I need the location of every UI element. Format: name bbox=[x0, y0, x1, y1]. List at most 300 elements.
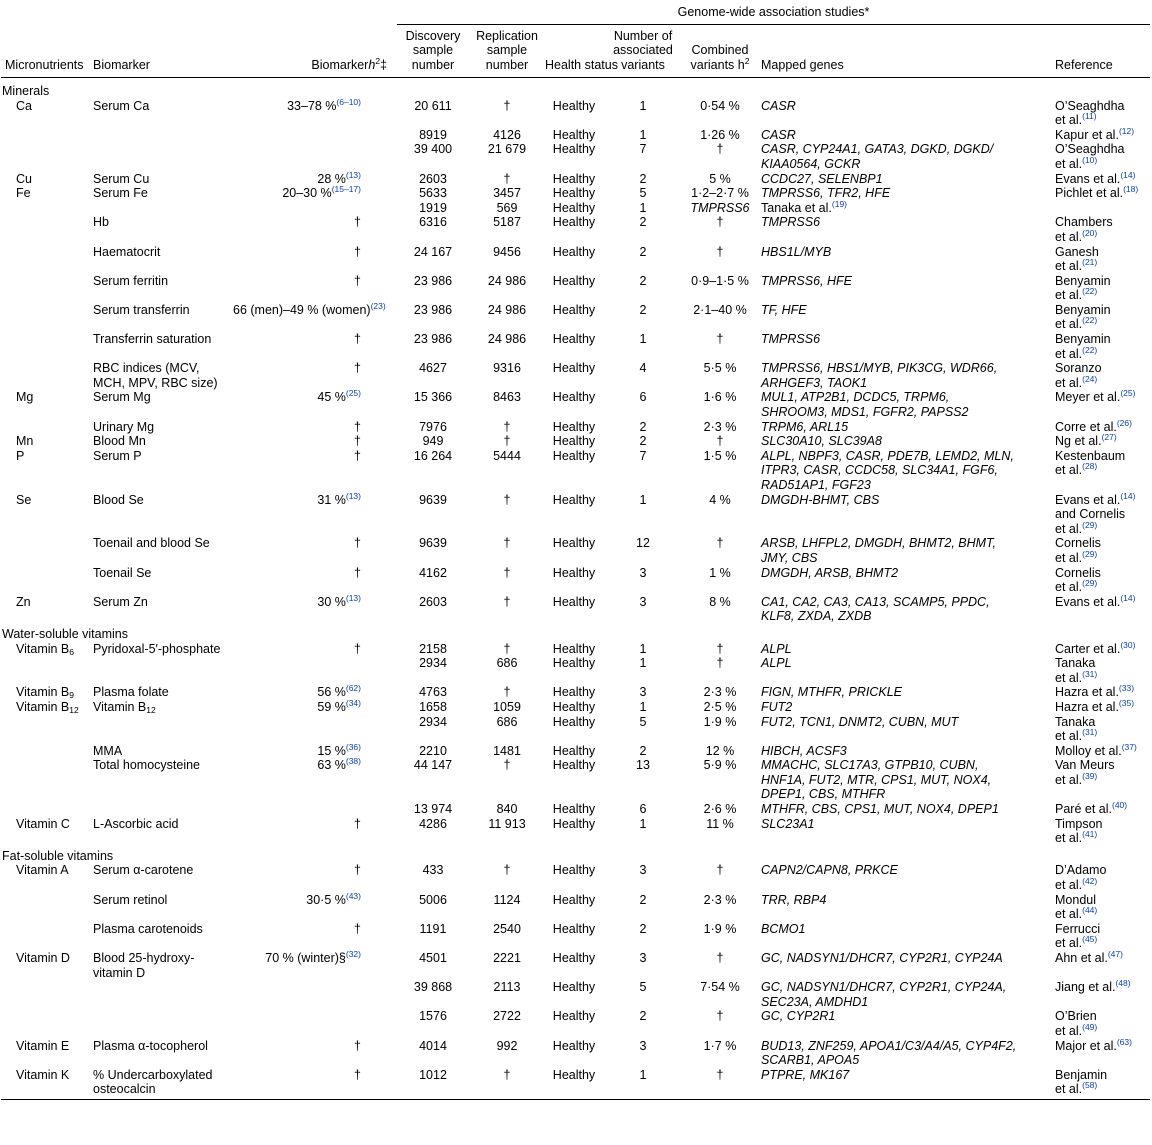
replication-cell: † bbox=[503, 171, 511, 186]
health-status-cell: Healthy bbox=[552, 641, 596, 656]
reference-cell: Mondul et al.$^{(44)}$ bbox=[1055, 892, 1098, 922]
reference-cell: Kapur et al.$^{(12)}$ bbox=[1055, 125, 1135, 142]
variants-count-cell: 1 bbox=[639, 656, 647, 671]
reference-cell: O’Brien et al.$^{(49)}$ bbox=[1055, 1009, 1098, 1038]
biomarker-h2-cell: † bbox=[354, 816, 361, 831]
replication-cell: 686 bbox=[496, 714, 518, 729]
combined-variants-cell: 1·26 % bbox=[700, 127, 740, 142]
health-status-cell: Healthy bbox=[552, 200, 596, 215]
discovery-cell: 9639 bbox=[419, 536, 447, 551]
table-body bbox=[1, 77, 1150, 1099]
micronutrient-cell: Vitamin E bbox=[16, 1038, 70, 1053]
mapped-genes-cell: CASR bbox=[761, 98, 796, 113]
biomarker-cell: RBC indices (MCV, MCH, MPV, RBC size) bbox=[93, 361, 218, 390]
health-status-cell: Healthy bbox=[552, 492, 596, 507]
replication-cell: 992 bbox=[496, 1038, 518, 1053]
micronutrient-cell bbox=[1, 332, 89, 361]
combined-variants-cell: 5·9 % bbox=[703, 758, 737, 773]
mapped-genes-cell: BUD13, ZNF259, APOA1/C3/A4/A5, CYP4F2, SCARB1, APOA5 bbox=[761, 1038, 1017, 1068]
health-status-cell: Healthy bbox=[552, 434, 596, 449]
combined-variants-cell: 0·54 % bbox=[700, 98, 740, 113]
biomarker-h2-cell: † bbox=[354, 1038, 361, 1053]
table-row bbox=[1, 1039, 1150, 1068]
table-row bbox=[1, 685, 1150, 700]
mapped-genes-cell: ALPL, NBPF3, CASR, PDE7B, LEMD2, MLN, ITPR3, CASR, CCDC58, SLC34A1, FGF6, RAD51AP1, FGF23 bbox=[761, 448, 1014, 493]
discovery-cell: 44 147 bbox=[413, 758, 453, 773]
table-row bbox=[1, 536, 1150, 565]
mapped-genes-cell: PTPRE, MK167 bbox=[757, 1068, 1045, 1100]
health-status-cell: Healthy bbox=[552, 390, 596, 405]
table-row bbox=[1, 128, 1150, 143]
combined-variants-cell: † bbox=[716, 332, 724, 347]
reference-cell: Tanaka et al.$^{(31)}$ bbox=[1055, 714, 1098, 744]
micronutrient-cell: P bbox=[16, 448, 25, 463]
table-row bbox=[1, 434, 1150, 449]
combined-variants-cell: 1·6 % bbox=[703, 390, 737, 405]
biomarker-cell bbox=[89, 1009, 229, 1038]
mapped-genes-cell: MMACHC, SLC17A3, GTPB10, CUBN, HNF1A, FUT2, MTR, CPS1, MUT, NOX4, DPEP1, CBS, MTHFR bbox=[761, 758, 992, 802]
replication-cell: † bbox=[503, 434, 511, 449]
gwas-group-title: Genome-wide association studies* bbox=[397, 1, 1150, 24]
reference-cell: Hazra et al.$^{(33)}$ bbox=[1055, 683, 1135, 700]
health-status-cell: Healthy bbox=[552, 98, 596, 113]
table-row bbox=[1, 186, 1150, 201]
table-row bbox=[1, 922, 1150, 951]
variants-count-cell: 4 bbox=[639, 361, 647, 376]
combined-variants-cell: † bbox=[716, 1009, 724, 1024]
variants-count-cell: 3 bbox=[639, 951, 647, 966]
mapped-genes-cell: ARSB, LHFPL2, DMGDH, BHMT2, BHMT, JMY, CBS bbox=[761, 536, 996, 565]
micronutrient-cell: Mn bbox=[16, 434, 34, 449]
table-row bbox=[1, 1068, 1150, 1100]
variants-count-cell: 1 bbox=[639, 641, 647, 656]
mapped-genes-cell: GC, NADSYN1/DHCR7, CYP2R1, CYP24A bbox=[761, 951, 1003, 966]
variants-count-cell: 3 bbox=[639, 863, 647, 878]
replication-cell: 24 986 bbox=[487, 273, 527, 288]
health-status-cell: Healthy bbox=[552, 699, 596, 714]
mapped-genes-cell: SLC30A10, SLC39A8 bbox=[761, 434, 882, 449]
reference-cell: Meyer et al.$^{(25)}$ bbox=[1055, 388, 1136, 405]
combined-variants-cell: 1 % bbox=[709, 565, 731, 580]
micronutrient-cell: Mg bbox=[16, 390, 34, 405]
col-combined-variants: Combined variants $h^2$ bbox=[683, 24, 757, 77]
discovery-cell: 7976 bbox=[419, 419, 447, 434]
replication-cell: 21 679 bbox=[487, 142, 527, 157]
table-row bbox=[1, 656, 1150, 685]
table-row bbox=[1, 744, 1150, 759]
combined-variants-cell: 1·9 % bbox=[703, 921, 737, 936]
mapped-genes-cell: TMPRSS6 bbox=[761, 215, 821, 230]
mapped-genes-cell: FUT2, TCN1, DNMT2, CUBN, MUT bbox=[761, 714, 959, 729]
table-row bbox=[1, 980, 1150, 1009]
mapped-genes-cell: CASR bbox=[761, 127, 796, 142]
reference-cell: Benyamin et al.$^{(22)}$ bbox=[1055, 273, 1111, 303]
reference-cell: Ahn et al.$^{(47)}$ bbox=[1055, 949, 1123, 966]
col-discovery: Discovery sample number bbox=[397, 24, 469, 77]
micronutrient-cell bbox=[1, 802, 89, 817]
replication-cell: † bbox=[503, 685, 511, 700]
reference-cell: Van Meurs et al.$^{(39)}$ bbox=[1055, 758, 1115, 787]
variants-count-cell: 7 bbox=[639, 448, 647, 463]
combined-variants-cell: † bbox=[716, 951, 724, 966]
combined-variants-cell: 11 % bbox=[706, 816, 734, 831]
discovery-cell: 4162 bbox=[419, 565, 447, 580]
reference-cell: Major et al.$^{(63)}$ bbox=[1055, 1036, 1132, 1053]
micronutrient-cell: Vitamin A bbox=[16, 863, 69, 878]
biomarker-cell: Serum Zn bbox=[93, 594, 148, 609]
combined-variants-cell: 2·3 % bbox=[703, 892, 737, 907]
discovery-cell: 1576 bbox=[419, 1009, 447, 1024]
biomarker-cell: Serum transferrin bbox=[93, 302, 190, 317]
discovery-cell: 2158 bbox=[419, 641, 447, 656]
micronutrient-cell bbox=[1, 274, 89, 303]
discovery-cell: 24 167 bbox=[413, 244, 453, 259]
discovery-cell: 23 986 bbox=[413, 302, 453, 317]
replication-cell: † bbox=[503, 565, 511, 580]
table-row bbox=[1, 595, 1150, 624]
reference-cell: Evans et al.$^{(14)}$ bbox=[1055, 592, 1136, 609]
biomarker-cell: Serum Fe bbox=[93, 186, 148, 201]
variants-count-cell: 3 bbox=[639, 565, 647, 580]
section-row bbox=[1, 846, 1150, 864]
discovery-cell: 1012 bbox=[397, 1068, 469, 1100]
health-status-cell: Healthy bbox=[552, 332, 596, 347]
discovery-cell: 23 986 bbox=[413, 273, 453, 288]
biomarker-cell: Toenail and blood Se bbox=[93, 536, 210, 551]
discovery-cell: 39 400 bbox=[413, 142, 453, 157]
health-status-cell: Healthy bbox=[552, 951, 596, 966]
biomarker-cell: Serum P bbox=[93, 448, 142, 463]
combined-variants-cell: † bbox=[683, 1068, 757, 1100]
health-status-cell: Healthy bbox=[552, 419, 596, 434]
section-label: Water-soluble vitamins bbox=[2, 626, 128, 641]
biomarker-h2-cell bbox=[229, 802, 397, 817]
discovery-cell: 433 bbox=[422, 863, 444, 878]
combined-variants-cell: 1·5 % bbox=[703, 448, 737, 463]
mapped-genes-cell: GC, CYP2R1 bbox=[761, 1009, 836, 1024]
variants-count-cell: 1 bbox=[639, 332, 647, 347]
combined-variants-cell: † bbox=[716, 656, 724, 671]
mapped-genes-cell: DMGDH-BHMT, CBS bbox=[761, 492, 880, 507]
biomarker-cell: L-Ascorbic acid bbox=[93, 816, 179, 831]
micronutrient-cell bbox=[1, 758, 89, 802]
reference-cell: Benyamin et al.$^{(22)}$ bbox=[1055, 302, 1111, 332]
biomarker-cell: Pyridoxal-5′-phosphate bbox=[93, 641, 221, 656]
reference-cell: Benjamin et al.$^{(58)}$ bbox=[1045, 1068, 1150, 1100]
health-status-cell: Healthy bbox=[552, 656, 596, 671]
discovery-cell: 8919 bbox=[419, 127, 447, 142]
section-row bbox=[1, 77, 1150, 98]
replication-cell: † bbox=[503, 98, 511, 113]
table-row bbox=[1, 390, 1150, 419]
replication-cell: † bbox=[503, 536, 511, 551]
replication-cell: 686 bbox=[496, 656, 518, 671]
discovery-cell: 6316 bbox=[419, 215, 447, 230]
variants-count-cell: 6 bbox=[639, 390, 647, 405]
discovery-cell: 9639 bbox=[419, 492, 447, 507]
biomarker-h2-cell: † bbox=[354, 641, 361, 656]
discovery-cell: 1658 bbox=[419, 699, 447, 714]
variants-count-cell: 2 bbox=[639, 921, 647, 936]
table-row bbox=[1, 863, 1150, 892]
health-status-cell: Healthy bbox=[552, 273, 596, 288]
health-status-cell: Healthy bbox=[552, 1038, 596, 1053]
health-status-cell: Healthy bbox=[552, 302, 596, 317]
col-biomarker: Biomarker bbox=[89, 24, 229, 77]
discovery-cell: 13 974 bbox=[413, 802, 453, 817]
reference-cell: Soranzo et al.$^{(24)}$ bbox=[1055, 361, 1102, 390]
section-label: Fat-soluble vitamins bbox=[2, 848, 114, 863]
reference-cell: Cornelis et al.$^{(29)}$ bbox=[1055, 536, 1101, 565]
section-label: Minerals bbox=[2, 83, 50, 98]
mapped-genes-cell: MUL1, ATP2B1, DCDC5, TRPM6, SHROOM3, MDS1, FGFR2, PAPSS2 bbox=[761, 390, 969, 420]
discovery-cell: 4501 bbox=[419, 951, 447, 966]
mapped-genes-cell: SLC23A1 bbox=[761, 816, 815, 831]
replication-cell: † bbox=[503, 492, 511, 507]
reference-cell: Ng et al.$^{(27)}$ bbox=[1055, 432, 1117, 449]
variants-count-cell: 2 bbox=[639, 215, 647, 230]
variants-count-cell: 2 bbox=[639, 244, 647, 259]
table-row bbox=[1, 303, 1150, 332]
biomarker-h2-cell: † bbox=[354, 536, 361, 551]
biomarker-cell: Haematocrit bbox=[93, 244, 161, 259]
discovery-cell: 5006 bbox=[419, 892, 447, 907]
reference-cell: Kestenbaum et al.$^{(28)}$ bbox=[1055, 448, 1126, 478]
variants-count-cell: 2 bbox=[639, 892, 647, 907]
reference-cell: Paré et al.$^{(40)}$ bbox=[1055, 800, 1128, 817]
table-row bbox=[1, 758, 1150, 802]
mapped-genes-cell: TRPM6, ARL15 bbox=[761, 419, 849, 434]
biomarker-cell: Plasma carotenoids bbox=[93, 921, 203, 936]
biomarker-h2-cell: 56 %$^{(62)}$ bbox=[317, 683, 361, 700]
biomarker-h2-cell bbox=[229, 1009, 397, 1038]
micronutrient-cell: Se bbox=[16, 492, 32, 507]
combined-variants-cell: TMPRSS6 bbox=[690, 200, 750, 215]
micronutrient-cell bbox=[1, 361, 89, 390]
biomarker-h2-cell: † bbox=[354, 863, 361, 878]
micronutrient-cell bbox=[1, 1009, 89, 1038]
replication-cell: † bbox=[503, 641, 511, 656]
replication-cell: 24 986 bbox=[487, 302, 527, 317]
biomarker-cell: Total homocysteine bbox=[93, 758, 201, 773]
health-status-cell: Healthy bbox=[552, 743, 596, 758]
col-mapped-genes: Mapped genes bbox=[757, 24, 1045, 77]
table-row bbox=[1, 332, 1150, 361]
variants-count-cell: 1 bbox=[603, 1068, 683, 1100]
biomarker-cell: Serum retinol bbox=[93, 892, 168, 907]
micronutrient-cell bbox=[1, 142, 89, 171]
table-row bbox=[1, 951, 1150, 980]
replication-cell: 1124 bbox=[493, 892, 521, 907]
col-replication: Replication sample number bbox=[469, 24, 545, 77]
micronutrient-cell: Cu bbox=[16, 171, 32, 186]
mapped-genes-cell: GC, NADSYN1/DHCR7, CYP2R1, CYP24A, SEC23A, AMDHD1 bbox=[761, 980, 1007, 1009]
discovery-cell: 4627 bbox=[419, 361, 447, 376]
mapped-genes-cell: Tanaka et al.$^{(19)}$ bbox=[761, 198, 848, 215]
table-row bbox=[1, 566, 1150, 595]
reference-cell: O’Seaghdha et al.$^{(11)}$ bbox=[1055, 98, 1125, 128]
health-status-cell: Healthy bbox=[552, 594, 596, 609]
combined-variants-cell: 1·9 % bbox=[703, 714, 737, 729]
discovery-cell: 5633 bbox=[419, 186, 447, 201]
biomarker-h2-cell bbox=[229, 201, 397, 216]
discovery-cell: 4286 bbox=[419, 816, 447, 831]
gwas-table bbox=[1, 1, 1150, 1100]
biomarker-cell: Serum Mg bbox=[93, 390, 151, 405]
biomarker-h2-cell: † bbox=[354, 332, 361, 347]
replication-cell: 2113 bbox=[493, 980, 521, 995]
biomarker-h2-cell: 30 %$^{(13)}$ bbox=[317, 592, 361, 609]
variants-count-cell: 5 bbox=[639, 186, 647, 201]
health-status-cell: Healthy bbox=[552, 685, 596, 700]
biomarker-cell: Transferrin saturation bbox=[93, 332, 212, 347]
replication-cell: † bbox=[503, 758, 511, 773]
biomarker-h2-cell: 59 %$^{(34)}$ bbox=[317, 697, 361, 714]
variants-count-cell: 2 bbox=[639, 419, 647, 434]
reference-cell: Corre et al.$^{(26)}$ bbox=[1055, 417, 1132, 434]
variants-count-cell: 1 bbox=[639, 699, 647, 714]
biomarker-h2-cell: 30·5 %$^{(43)}$ bbox=[306, 890, 361, 907]
mapped-genes-cell: ALPL bbox=[761, 641, 792, 656]
biomarker-h2-cell: 66 (men)–49 % (women)$^{(23)}$ bbox=[233, 300, 386, 317]
micronutrient-cell: Zn bbox=[16, 594, 31, 609]
biomarker-h2-cell bbox=[229, 142, 397, 171]
biomarker-cell bbox=[89, 656, 229, 685]
biomarker-h2-cell bbox=[229, 980, 397, 1009]
biomarker-cell bbox=[89, 715, 229, 744]
health-status-cell: Healthy bbox=[545, 1068, 603, 1100]
mapped-genes-cell: TMPRSS6, HFE bbox=[761, 273, 852, 288]
biomarker-h2-cell: † bbox=[354, 448, 361, 463]
biomarker-h2-cell: † bbox=[354, 361, 361, 376]
mapped-genes-cell: ALPL bbox=[761, 656, 792, 671]
biomarker-cell: Serum Cu bbox=[93, 171, 150, 186]
micronutrient-cell bbox=[1, 744, 89, 759]
micronutrient-cell bbox=[1, 245, 89, 274]
table-row bbox=[1, 201, 1150, 216]
replication-cell: 24 986 bbox=[487, 332, 527, 347]
combined-variants-cell: † bbox=[716, 641, 724, 656]
mapped-genes-cell: CASR, CYP24A1, GATA3, DGKD, DGKD/ KIAA0564, GCKR bbox=[761, 142, 994, 171]
biomarker-cell: Plasma α-tocopherol bbox=[93, 1038, 208, 1053]
mapped-genes-cell: FUT2 bbox=[761, 699, 793, 714]
micronutrient-cell: Vitamin $B_9$ bbox=[16, 685, 74, 701]
reference-cell: Ferrucci et al.$^{(45)}$ bbox=[1055, 921, 1101, 951]
biomarker-h2-cell bbox=[229, 715, 397, 744]
table-row bbox=[1, 1009, 1150, 1038]
health-status-cell: Healthy bbox=[552, 127, 596, 142]
replication-cell: 5444 bbox=[493, 448, 521, 463]
reference-cell: Hazra et al.$^{(35)}$ bbox=[1055, 697, 1135, 714]
reference-cell: Chambers et al.$^{(20)}$ bbox=[1055, 215, 1113, 244]
replication-cell: 2221 bbox=[493, 951, 521, 966]
replication-cell: 840 bbox=[496, 802, 518, 817]
biomarker-h2-cell: 63 %$^{(38)}$ bbox=[317, 756, 361, 773]
reference-cell: Jiang et al.$^{(48)}$ bbox=[1055, 978, 1131, 995]
micronutrient-cell: Vitamin D bbox=[16, 951, 70, 966]
biomarker-cell: Serum Ca bbox=[93, 98, 150, 113]
biomarker-h2-cell: 33–78 %$^{(6-10)}$ bbox=[287, 96, 361, 113]
biomarker-h2-cell bbox=[229, 128, 397, 143]
biomarker-h2-cell: † bbox=[354, 419, 361, 434]
reference-cell: Ganesh et al.$^{(21)}$ bbox=[1055, 244, 1099, 274]
mapped-genes-cell: BCMO1 bbox=[761, 921, 806, 936]
biomarker-h2-cell: 31 %$^{(13)}$ bbox=[317, 490, 361, 507]
biomarker-h2-cell: † bbox=[354, 273, 361, 288]
variants-count-cell: 3 bbox=[639, 1038, 647, 1053]
discovery-cell: 949 bbox=[422, 434, 444, 449]
variants-count-cell: 12 bbox=[636, 536, 650, 551]
mapped-genes-cell: MTHFR, CBS, CPS1, MUT, NOX4, DPEP1 bbox=[761, 802, 999, 817]
variants-count-cell: 2 bbox=[639, 743, 647, 758]
combined-variants-cell: † bbox=[716, 434, 724, 449]
combined-variants-cell: † bbox=[716, 536, 724, 551]
replication-cell: † bbox=[469, 1068, 545, 1100]
health-status-cell: Healthy bbox=[552, 536, 596, 551]
micronutrient-cell: Vitamin K bbox=[1, 1068, 89, 1100]
table-row bbox=[1, 642, 1150, 657]
biomarker-cell: Plasma folate bbox=[93, 685, 169, 700]
replication-cell: † bbox=[503, 594, 511, 609]
health-status-cell: Healthy bbox=[552, 863, 596, 878]
section-row bbox=[1, 624, 1150, 642]
biomarker-h2-cell: 20–30 %$^{(15-17)}$ bbox=[282, 184, 361, 201]
replication-cell: 8463 bbox=[493, 390, 521, 405]
biomarker-h2-cell: 28 %$^{(13)}$ bbox=[317, 169, 361, 186]
biomarker-cell bbox=[89, 128, 229, 143]
variants-count-cell: 1 bbox=[639, 127, 647, 142]
health-status-cell: Healthy bbox=[552, 244, 596, 259]
table-row bbox=[1, 99, 1150, 128]
variants-count-cell: 1 bbox=[639, 816, 647, 831]
biomarker-cell: Serum α-carotene bbox=[93, 863, 194, 878]
micronutrient-cell bbox=[1, 536, 89, 565]
replication-cell: 9456 bbox=[493, 244, 521, 259]
mapped-genes-cell: DMGDH, ARSB, BHMT2 bbox=[761, 565, 899, 580]
micronutrient-cell bbox=[1, 922, 89, 951]
table-row bbox=[1, 493, 1150, 537]
table-row bbox=[1, 802, 1150, 817]
variants-count-cell: 2 bbox=[639, 434, 647, 449]
combined-variants-cell: 2·3 % bbox=[703, 419, 737, 434]
health-status-cell: Healthy bbox=[552, 714, 596, 729]
combined-variants-cell: 2·5 % bbox=[703, 699, 737, 714]
variants-count-cell: 3 bbox=[639, 594, 647, 609]
discovery-cell: 2934 bbox=[419, 714, 447, 729]
replication-cell: † bbox=[503, 863, 511, 878]
reference-cell: Pichlet et al.$^{(18)}$ bbox=[1055, 184, 1139, 201]
combined-variants-cell: 1·7 % bbox=[703, 1038, 737, 1053]
biomarker-cell bbox=[89, 142, 229, 171]
micronutrient-cell bbox=[1, 715, 89, 744]
mapped-genes-cell: TMPRSS6 bbox=[761, 332, 821, 347]
table-row bbox=[1, 172, 1150, 187]
combined-variants-cell: † bbox=[716, 863, 724, 878]
health-status-cell: Healthy bbox=[552, 921, 596, 936]
biomarker-h2-cell: † bbox=[354, 565, 361, 580]
health-status-cell: Healthy bbox=[552, 758, 596, 773]
discovery-cell: 15 366 bbox=[413, 390, 453, 405]
col-micronutrients: Micronutrients bbox=[1, 24, 89, 77]
health-status-cell: Healthy bbox=[552, 980, 596, 995]
health-status-cell: Healthy bbox=[552, 448, 596, 463]
variants-count-cell: 1 bbox=[639, 200, 647, 215]
combined-variants-cell: 7·54 % bbox=[700, 980, 740, 995]
micronutrient-cell bbox=[1, 656, 89, 685]
micronutrient-cell bbox=[1, 201, 89, 216]
combined-variants-cell: 1·2–2·7 % bbox=[691, 186, 749, 201]
variants-count-cell: 1 bbox=[639, 492, 647, 507]
